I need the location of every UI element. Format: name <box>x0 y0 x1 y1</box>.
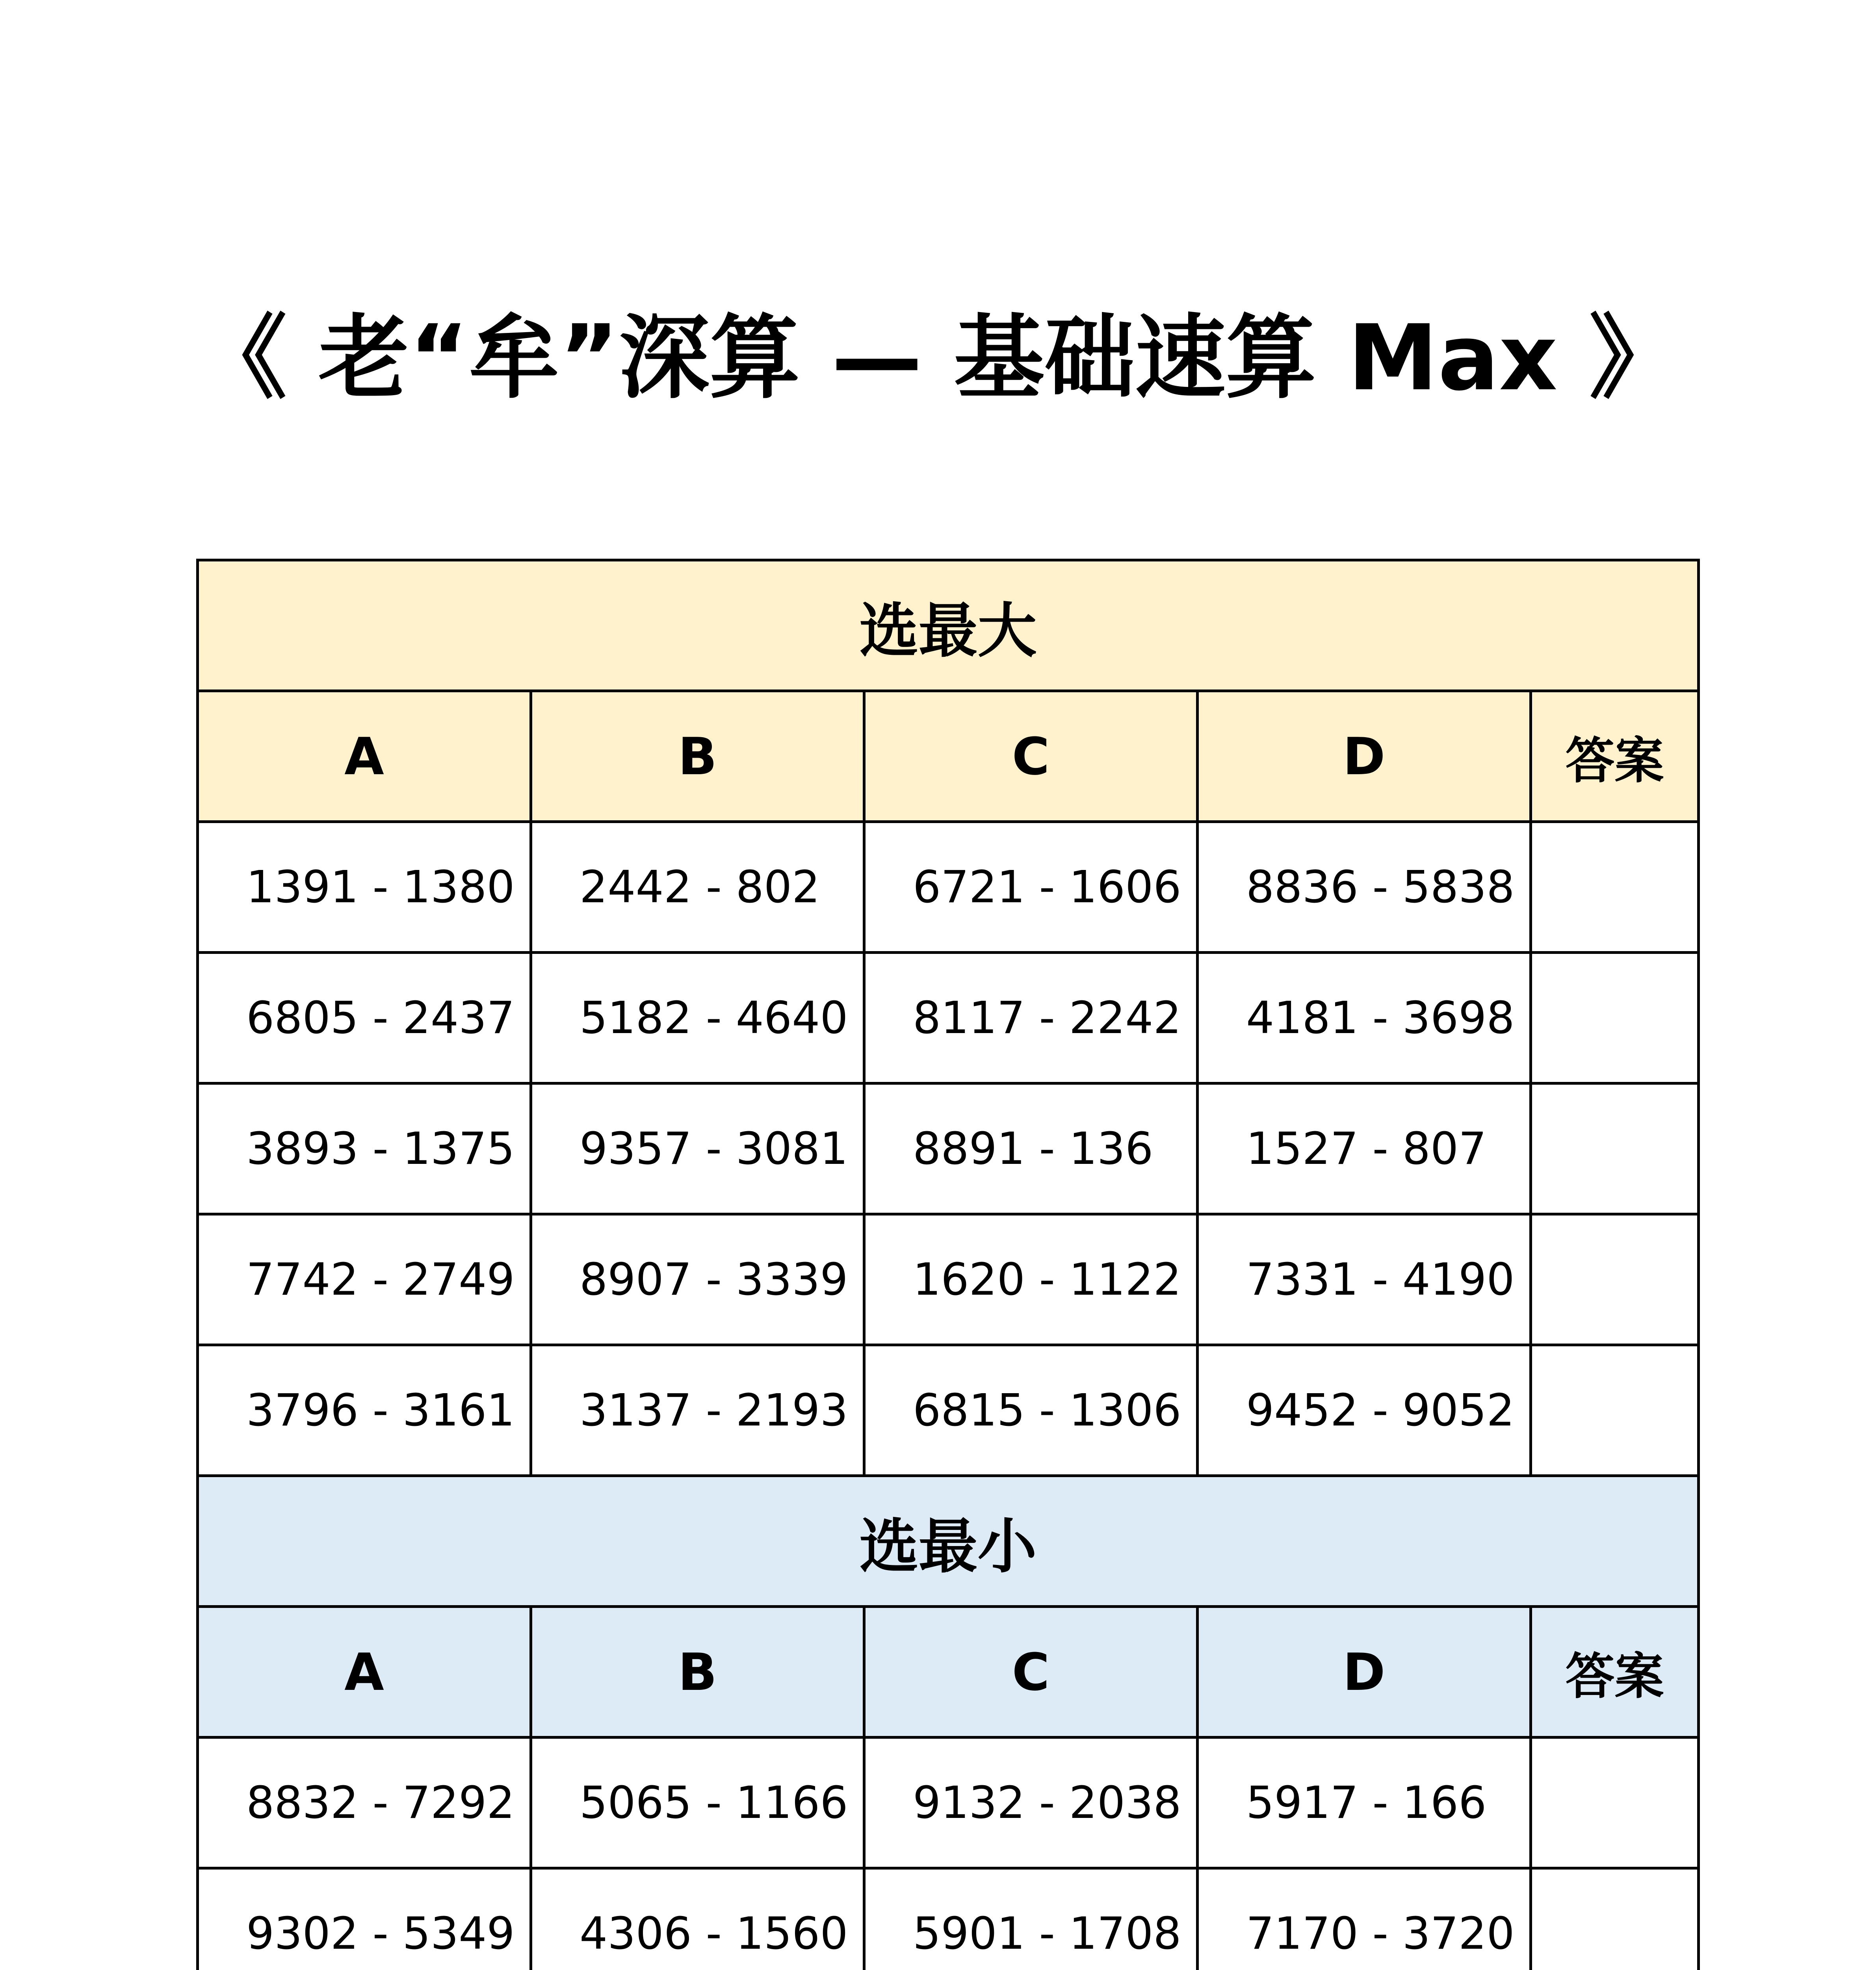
max-section <box>198 560 1699 1476</box>
problem-cell: 7331 - 4190 <box>1198 1214 1531 1345</box>
answer-cell[interactable] <box>1531 1868 1699 1970</box>
answer-cell[interactable] <box>1531 953 1699 1084</box>
column-header-c: C <box>864 1607 1198 1738</box>
column-header-c: C <box>864 691 1198 822</box>
column-header-d: D <box>1198 691 1531 822</box>
section-title-max: 选最大 <box>198 560 1699 691</box>
worksheet-table <box>196 559 1700 1970</box>
problem-cell: 9132 - 2038 <box>864 1738 1198 1868</box>
problem-cell: 4181 - 3698 <box>1198 953 1531 1084</box>
section-title-min: 选最小 <box>198 1476 1699 1607</box>
table-row <box>198 1084 1699 1214</box>
table-row <box>198 1345 1699 1476</box>
column-header-answer: 答案 <box>1531 691 1699 822</box>
problem-cell: 2442 - 802 <box>531 822 864 953</box>
problem-cell: 9357 - 3081 <box>531 1084 864 1214</box>
column-header-a: A <box>198 691 531 822</box>
table-row <box>198 1868 1699 1970</box>
column-header-answer: 答案 <box>1531 1607 1699 1738</box>
problem-cell: 8907 - 3339 <box>531 1214 864 1345</box>
problem-cell: 7742 - 2749 <box>198 1214 531 1345</box>
page-title: 《 老“牟”深算 — 基础速算 Max 》 <box>196 306 1680 411</box>
answer-cell[interactable] <box>1531 1214 1699 1345</box>
answer-cell[interactable] <box>1531 1345 1699 1476</box>
table-row <box>198 1738 1699 1868</box>
problem-cell: 6805 - 2437 <box>198 953 531 1084</box>
problem-cell: 5065 - 1166 <box>531 1738 864 1868</box>
table-row <box>198 953 1699 1084</box>
problem-cell: 3893 - 1375 <box>198 1084 531 1214</box>
column-header-a: A <box>198 1607 531 1738</box>
problem-cell: 4306 - 1560 <box>531 1868 864 1970</box>
problem-cell: 8891 - 136 <box>864 1084 1198 1214</box>
problem-cell: 7170 - 3720 <box>1198 1868 1531 1970</box>
min-section <box>198 1476 1699 1970</box>
problem-cell: 6815 - 1306 <box>864 1345 1198 1476</box>
column-header-b: B <box>531 691 864 822</box>
answer-cell[interactable] <box>1531 1738 1699 1868</box>
problem-cell: 3137 - 2193 <box>531 1345 864 1476</box>
answer-cell[interactable] <box>1531 822 1699 953</box>
problem-cell: 9452 - 9052 <box>1198 1345 1531 1476</box>
problem-cell: 3796 - 3161 <box>198 1345 531 1476</box>
table-row <box>198 822 1699 953</box>
problem-cell: 1620 - 1122 <box>864 1214 1198 1345</box>
problem-cell: 1391 - 1380 <box>198 822 531 953</box>
column-header-b: B <box>531 1607 864 1738</box>
column-header-d: D <box>1198 1607 1531 1738</box>
problem-cell: 5901 - 1708 <box>864 1868 1198 1970</box>
problem-cell: 1527 - 807 <box>1198 1084 1531 1214</box>
problem-cell: 5917 - 166 <box>1198 1738 1531 1868</box>
problem-cell: 8832 - 7292 <box>198 1738 531 1868</box>
answer-cell[interactable] <box>1531 1084 1699 1214</box>
problem-cell: 8117 - 2242 <box>864 953 1198 1084</box>
problem-cell: 5182 - 4640 <box>531 953 864 1084</box>
problem-cell: 8836 - 5838 <box>1198 822 1531 953</box>
problem-cell: 9302 - 5349 <box>198 1868 531 1970</box>
table-row <box>198 1214 1699 1345</box>
problem-cell: 6721 - 1606 <box>864 822 1198 953</box>
